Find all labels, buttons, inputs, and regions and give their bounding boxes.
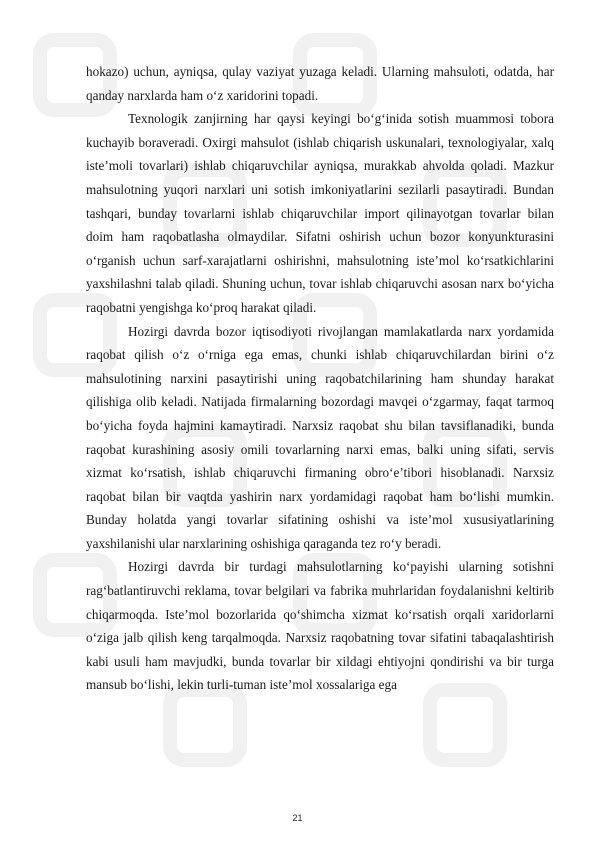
document-body (86, 60, 554, 697)
paragraph-continuation: hokazo) uchun, ayniqsa, qulay vaziyat yuzaga keladi. Ularning mahsuloti, odatda, har qanday narxlarda ham o‘z xaridorini topadi. (86, 64, 554, 103)
paragraph-non-price-competition: Hozirgi davrda bir turdagi mahsulotlarning ko‘payishi ularning sotishni rag‘batlantiruvchi reklama, tovar belgilari va fabrika muhrlaridan foydalanishni keltirib chiqarmoqda. Iste’mol bozorlarida qo‘shimcha xizmat ko‘rsatish orqali xaridorlarni o‘ziga jalb qilish keng tarqalmoqda. Narxsiz raqobatning tovar sifatini tabaqalashtirish kabi usuli ham mavjudki, bunda tovarlar bir xildagi ehtiyojni qondirishi va bir turga mansub bo‘lishi, lekin turli-tuman iste’mol xossalariga ega (86, 559, 554, 693)
paragraph-technological-chain: Texnologik zanjirning har qaysi keyingi bo‘g‘inida sotish muammosi tobora kuchayib boraveradi. Oxirgi mahsulot (ishlab chiqarish uskunalari, texnologiyalar, xalq iste’moli tovarlari) ishlab chiqaruvchilar ayniqsa, murakkab ahvolda qoladi. Mazkur mahsulotning yuqori narxlari uni sotish imkoniyatlarini sezilarli pasaytiradi. Bundan tashqari, bunday tovarlarni ishlab chiqaruvchilar import qilinayotgan tovarlar bilan doim ham raqobatlasha olmaydilar. Sifatni oshirish uchun bozor konyunkturasini o‘rganish uchun sarf-xarajatlarni oshirishni, mahsulotning iste’mol ko‘rsatkichlarini yaxshilashni talab qiladi. Shuning uchun, tovar ishlab chiqaruvchi asosan narx bo‘yicha raqobatni yengishga ko‘proq harakat qiladi. (86, 111, 554, 315)
page-number: 21 (292, 813, 303, 823)
paragraph-price-competition: Hozirgi davrda bozor iqtisodiyoti rivojlangan mamlakatlarda narx yordamida raqobat qilish o‘z o‘rniga ega emas, chunki ishlab chiqaruvchilardan birini o‘z mahsulotining narxini pasaytirishi uning raqobatchilarining ham shunday harakat qilishiga olib keladi. Natijada firmalarning bozordagi mavqei o‘zgarmay, faqat tarmoq bo‘yicha foyda hajmini kamaytiradi. Narxsiz raqobat shu bilan tavsiflanadiki, bunda raqobat kurashining asosiy omili tovarlarning narxi emas, balki uning sifati, servis xizmat ko‘rsatish, ishlab chiqaruvchi firmaning obro‘e’tibori hisoblanadi. Narxsiz raqobat bilan bir vaqtda yashirin narx yordamidagi raqobat ham bo‘lishi mumkin. Bunday holatda yangi tovarlar sifatining oshishi va iste’mol xususiyatlarining yaxshilanishi ular narxlarining oshishiga qaraganda tez ro‘y beradi. (86, 323, 554, 551)
